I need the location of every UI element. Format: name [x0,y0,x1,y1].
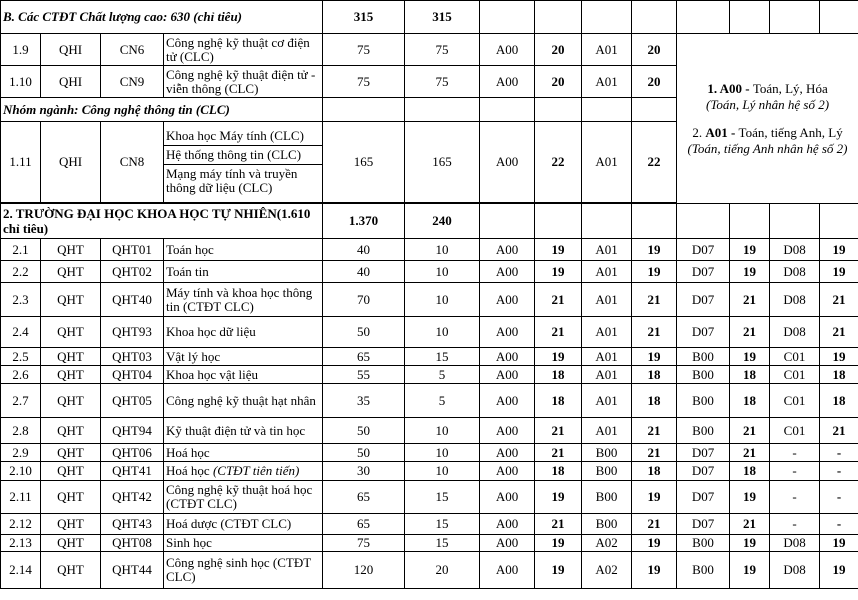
row-combo-3: D07 [677,444,730,462]
row-combo-1: A00 [480,444,535,462]
row-school: QHT [41,444,101,462]
row-quota: 10 [405,261,480,283]
row-quota: 10 [405,317,480,348]
row-total: 50 [323,444,405,462]
row-name: Máy tính và khoa học thông tin (CTĐT CLC) [164,283,323,317]
row-combo-3: D07 [677,317,730,348]
row-school: QHT [41,384,101,418]
row-score-4: 18 [820,384,858,418]
row-stt: 1.11 [1,122,41,203]
row-combo-2: A01 [582,418,632,444]
row-combo-4: D08 [770,239,820,261]
row-score-4: - [820,444,858,462]
row-stt: 2.12 [1,514,41,535]
row-school: QHT [41,514,101,535]
sub-program-name: Hệ thống thông tin (CLC) [164,146,322,165]
row-score-1: 19 [535,535,582,552]
row-combo-2: B00 [582,481,632,514]
row-quota: 15 [405,514,480,535]
row-name: Công nghệ sinh học (CTĐT CLC) [164,552,323,589]
row-stt: 2.1 [1,239,41,261]
row-score-4: - [820,514,858,535]
row-combo-2: A02 [582,552,632,589]
row-stt: 2.7 [1,384,41,418]
row-code: QHT06 [101,444,164,462]
row-stt: 2.9 [1,444,41,462]
row-score-3: 19 [730,348,770,366]
table-row [1,348,858,366]
row-quota: 165 [405,122,480,203]
table-row [1,535,858,552]
table-row [1,34,858,66]
row-combo-2: A01 [582,283,632,317]
row-total: 40 [323,261,405,283]
row-combo-4: - [770,444,820,462]
row-combo-4: C01 [770,366,820,384]
row-score-1: 20 [535,66,582,98]
row-name: Công nghệ kỹ thuật điện tử - viễn thông (CLC) [164,66,323,98]
row-combo-1: A00 [480,462,535,481]
row-score-1: 21 [535,418,582,444]
row-combo-4: C01 [770,348,820,366]
row-combo-4: C01 [770,384,820,418]
row-school: QHT [41,552,101,589]
row-combo-1: A00 [480,317,535,348]
row-score-2: 21 [632,418,677,444]
row-code: CN8 [101,122,164,203]
row-combo-4: - [770,462,820,481]
row-score-2: 20 [632,34,677,66]
row-score-2: 21 [632,317,677,348]
row-combo-2: A01 [582,122,632,203]
row-combo-2: A01 [582,366,632,384]
row-stt: 2.14 [1,552,41,589]
row-quota: 10 [405,239,480,261]
row-school: QHI [41,122,101,203]
row-combo-2: A01 [582,261,632,283]
row-score-3: 19 [730,481,770,514]
row-combo-2: A01 [582,66,632,98]
row-score-3: 18 [730,384,770,418]
row-total: 65 [323,481,405,514]
row-school: QHT [41,261,101,283]
row-name: Hoá học [164,444,323,462]
row-name: Hoá học (CTĐT tiên tiến) [164,462,323,481]
row-score-2: 21 [632,283,677,317]
row-school: QHT [41,418,101,444]
row-score-1: 18 [535,384,582,418]
row-score-2: 21 [632,444,677,462]
row-code: QHT43 [101,514,164,535]
row-score-3: 21 [730,317,770,348]
row-total: 50 [323,418,405,444]
row-combo-2: B00 [582,444,632,462]
row-name: Vật lý học [164,348,323,366]
row-score-4: 19 [820,535,858,552]
row-score-3: 19 [730,552,770,589]
row-stt: 2.8 [1,418,41,444]
row-score-1: 21 [535,444,582,462]
row-stt: 2.13 [1,535,41,552]
row-quota: 15 [405,535,480,552]
row-score-1: 20 [535,34,582,66]
table-row [1,444,858,462]
row-combo-1: A00 [480,384,535,418]
row-name: Công nghệ kỹ thuật hoá học (CTĐT CLC) [164,481,323,514]
row-total: 35 [323,384,405,418]
row-score-1: 19 [535,348,582,366]
row-score-2: 19 [632,552,677,589]
row-combo-1: A00 [480,348,535,366]
row-school: QHT [41,317,101,348]
row-score-4: 19 [820,348,858,366]
row-combo-1: A00 [480,261,535,283]
row-combo-4: D08 [770,317,820,348]
row-total: 75 [323,535,405,552]
row-score-3: 18 [730,366,770,384]
row-school: QHI [41,34,101,66]
row-combo-3: B00 [677,348,730,366]
row-stt: 2.6 [1,366,41,384]
row-code: QHT08 [101,535,164,552]
row-code: QHT94 [101,418,164,444]
table-row [1,462,858,481]
row-score-3: 18 [730,462,770,481]
table-row [1,384,858,418]
combination-note: 1. A00 - Toán, Lý, Hóa (Toán, Lý nhân hệ số 2) 2. A01 - Toán, tiếng Anh, Lý (Toán, tiếng Anh nhân hệ số 2) [677,34,858,204]
row-code: QHT40 [101,283,164,317]
row-score-3: 21 [730,514,770,535]
row-score-1: 21 [535,317,582,348]
row-score-3: 21 [730,444,770,462]
row-score-3: 19 [730,239,770,261]
row-combo-3: D07 [677,283,730,317]
row-score-2: 21 [632,514,677,535]
row-code: QHT42 [101,481,164,514]
row-score-3: 21 [730,283,770,317]
row-score-1: 21 [535,514,582,535]
row-combo-4: - [770,481,820,514]
row-score-1: 18 [535,462,582,481]
row-code: CN9 [101,66,164,98]
section-b-label: B. Các CTĐT Chất lượng cao: 630 (chỉ tiêu) [1,1,323,34]
row-stt: 2.2 [1,261,41,283]
row-score-2: 20 [632,66,677,98]
row-combo-3: D07 [677,481,730,514]
row-name: Toán tin [164,261,323,283]
row-school: QHT [41,481,101,514]
row-score-2: 18 [632,462,677,481]
row-stt: 2.5 [1,348,41,366]
row-score-3: 21 [730,418,770,444]
row-quota: 15 [405,481,480,514]
row-score-1: 21 [535,283,582,317]
row-stt: 2.4 [1,317,41,348]
table-row [1,366,858,384]
table-row [1,418,858,444]
row-score-2: 19 [632,261,677,283]
row-code: CN6 [101,34,164,66]
row-combo-1: A00 [480,418,535,444]
row-score-4: - [820,481,858,514]
row-score-2: 19 [632,535,677,552]
row-stt: 1.9 [1,34,41,66]
row-combo-1: A00 [480,514,535,535]
row-score-1: 19 [535,239,582,261]
section-2-header [1,204,858,239]
row-combo-2: B00 [582,514,632,535]
row-combo-2: A01 [582,317,632,348]
row-score-1: 19 [535,552,582,589]
row-combo-1: A00 [480,34,535,66]
row-quota: 20 [405,552,480,589]
row-school: QHT [41,239,101,261]
row-combo-1: A00 [480,239,535,261]
row-combo-4: D08 [770,535,820,552]
row-combo-2: B00 [582,462,632,481]
row-score-4: 19 [820,239,858,261]
table-row [1,514,858,535]
row-total: 65 [323,348,405,366]
sub-program-name: Mạng máy tính và truyền thông dữ liệu (CLC) [166,166,298,195]
row-combo-4: D08 [770,552,820,589]
row-stt: 2.3 [1,283,41,317]
row-code: QHT04 [101,366,164,384]
row-combo-2: A02 [582,535,632,552]
row-quota: 75 [405,34,480,66]
row-score-4: 21 [820,418,858,444]
row-score-4: 21 [820,317,858,348]
row-total: 55 [323,366,405,384]
section-2-quota: 240 [405,204,480,239]
row-code: QHT05 [101,384,164,418]
row-quota: 5 [405,384,480,418]
row-quota: 10 [405,283,480,317]
row-combo-3: D07 [677,261,730,283]
row-name: Sinh học [164,535,323,552]
row-school: QHT [41,535,101,552]
row-school: QHT [41,348,101,366]
row-combo-3: D07 [677,514,730,535]
row-combo-1: A00 [480,552,535,589]
row-stt: 2.10 [1,462,41,481]
row-quota: 10 [405,462,480,481]
row-school: QHI [41,66,101,98]
row-combo-3: B00 [677,384,730,418]
row-combo-4: C01 [770,418,820,444]
row-score-4: 18 [820,366,858,384]
row-name: Toán học [164,239,323,261]
row-score-4: 19 [820,552,858,589]
row-combo-1: A00 [480,66,535,98]
row-combo-2: A01 [582,239,632,261]
row-combo-1: A00 [480,122,535,203]
row-stt: 2.11 [1,481,41,514]
row-total: 165 [323,122,405,203]
row-total: 50 [323,317,405,348]
row-quota: 15 [405,348,480,366]
row-score-2: 19 [632,239,677,261]
row-score-1: 22 [535,122,582,203]
row-name: Kỹ thuật điện tử và tin học [164,418,323,444]
row-combo-3: D07 [677,239,730,261]
section-b-total: 315 [323,1,405,34]
row-code: QHT02 [101,261,164,283]
row-combo-3: B00 [677,366,730,384]
row-combo-1: A00 [480,481,535,514]
row-score-4: 21 [820,283,858,317]
row-score-1: 18 [535,366,582,384]
section-2-total: 1.370 [323,204,405,239]
row-total: 75 [323,66,405,98]
section-2-label: 2. TRƯỜNG ĐẠI HỌC KHOA HỌC TỰ NHIÊN(1.610 chỉ tiêu) [1,204,323,239]
row-score-2: 19 [632,348,677,366]
row-score-4: - [820,462,858,481]
row-score-2: 22 [632,122,677,203]
row-code: QHT41 [101,462,164,481]
row-combo-4: D08 [770,283,820,317]
row-score-2: 18 [632,384,677,418]
table-row [1,283,858,317]
row-quota: 10 [405,444,480,462]
section-b-header [1,1,858,34]
row-combo-1: A00 [480,283,535,317]
row-score-4: 19 [820,261,858,283]
row-score-2: 18 [632,366,677,384]
row-name: Công nghệ kỹ thuật hạt nhân [164,384,323,418]
row-stt: 1.10 [1,66,41,98]
row-combo-2: A01 [582,34,632,66]
table-row [1,261,858,283]
row-combo-2: A01 [582,384,632,418]
table-row [1,239,858,261]
table-row [1,552,858,589]
row-score-1: 19 [535,481,582,514]
row-name: Hoá dược (CTĐT CLC) [164,514,323,535]
row-total: 120 [323,552,405,589]
row-score-2: 19 [632,481,677,514]
row-combo-3: B00 [677,418,730,444]
row-total: 75 [323,34,405,66]
row-name: Khoa học vật liệu [164,366,323,384]
row-total: 40 [323,239,405,261]
row-combo-3: B00 [677,535,730,552]
row-combo-2: A01 [582,348,632,366]
table-row [1,317,858,348]
row-total: 65 [323,514,405,535]
row-quota: 75 [405,66,480,98]
sub-program-name: Khoa học Máy tính (CLC) [164,127,322,146]
row-combo-4: - [770,514,820,535]
row-combo-1: A00 [480,535,535,552]
row-school: QHT [41,462,101,481]
row-name: Khoa học dữ liệu [164,317,323,348]
row-combo-3: D07 [677,462,730,481]
row-name: Công nghệ kỹ thuật cơ điện tử (CLC) [164,34,323,66]
row-code: QHT44 [101,552,164,589]
row-name-list [164,122,323,203]
section-b-quota: 315 [405,1,480,34]
row-quota: 5 [405,366,480,384]
row-combo-4: D08 [770,261,820,283]
row-combo-3: B00 [677,552,730,589]
row-quota: 10 [405,418,480,444]
row-score-3: 19 [730,261,770,283]
row-code: QHT01 [101,239,164,261]
row-code: QHT93 [101,317,164,348]
row-school: QHT [41,366,101,384]
row-score-3: 19 [730,535,770,552]
table-row [1,481,858,514]
row-score-1: 19 [535,261,582,283]
row-total: 70 [323,283,405,317]
row-school: QHT [41,283,101,317]
group-label: Nhóm ngành: Công nghệ thông tin (CLC) [1,98,323,122]
row-combo-1: A00 [480,366,535,384]
row-total: 30 [323,462,405,481]
row-code: QHT03 [101,348,164,366]
